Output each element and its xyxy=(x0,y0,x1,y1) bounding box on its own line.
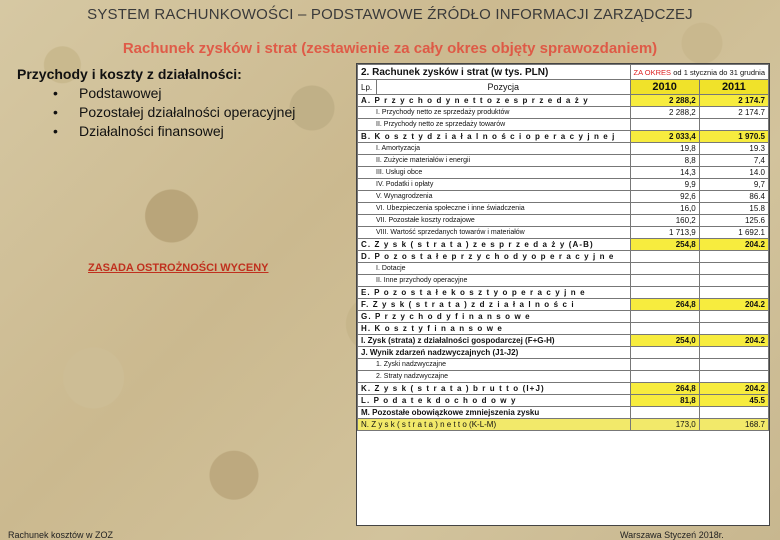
row-label: G. P r z y c h o d y f i n a n s o w e xyxy=(358,311,631,323)
row-value: 7,4 xyxy=(699,155,768,167)
row-label: N. Z y s k ( s t r a t a ) n e t t o (K-L-M) xyxy=(358,419,631,431)
row-value xyxy=(699,263,768,275)
principle-link[interactable]: ZASADA OSTROŻNOŚCI WYCENY xyxy=(88,262,269,274)
row-label: D. P o z o s t a ł e p r z y c h o d y o p e r a c y j n e xyxy=(358,251,631,263)
table-row xyxy=(358,239,769,251)
row-value: 15.8 xyxy=(699,203,768,215)
row-value xyxy=(630,371,699,383)
table-row xyxy=(358,251,769,263)
row-value: 125.6 xyxy=(699,215,768,227)
table-row xyxy=(358,359,769,371)
bullet-icon: • xyxy=(53,85,58,101)
row-value: 1 970.5 xyxy=(699,131,768,143)
row-value: 81,8 xyxy=(630,395,699,407)
slide-title: SYSTEM RACHUNKOWOŚCI – PODSTAWOWE ŹRÓDŁO INFORMACJI ZARZĄDCZEJ xyxy=(87,6,693,23)
row-value: 254,0 xyxy=(630,335,699,347)
row-value xyxy=(699,251,768,263)
row-value: 204.2 xyxy=(699,239,768,251)
table-row xyxy=(358,107,769,119)
row-value xyxy=(699,119,768,131)
report-title-cell xyxy=(358,65,631,80)
list-item-label: Działalności finansowej xyxy=(79,123,224,139)
row-label: III. Usługi obce xyxy=(358,167,631,179)
row-label: I. Dotacje xyxy=(358,263,631,275)
row-value xyxy=(630,347,699,359)
row-label: J. Wynik zdarzeń nadzwyczajnych (J1-J2) xyxy=(358,347,631,359)
row-value: 2 033,4 xyxy=(630,131,699,143)
table-row xyxy=(358,263,769,275)
row-label: I. Przychody netto ze sprzedaży produktów xyxy=(358,107,631,119)
row-label: I. Zysk (strata) z działalności gospodarczej (F+G-H) xyxy=(358,335,631,347)
row-value xyxy=(630,263,699,275)
row-value: 1 713,9 xyxy=(630,227,699,239)
table-row xyxy=(358,155,769,167)
row-value: 168.7 xyxy=(699,419,768,431)
table-row xyxy=(358,167,769,179)
row-value: 1 692.1 xyxy=(699,227,768,239)
header-year-2010: 2010 xyxy=(630,80,699,95)
table-row xyxy=(358,383,769,395)
row-value: 264,8 xyxy=(630,383,699,395)
left-text-block xyxy=(17,66,295,141)
row-label: E. P o z o s t a ł e k o s z t y o p e r a c y j n e xyxy=(358,287,631,299)
row-label: II. Przychody netto ze sprzedaży towarów xyxy=(358,119,631,131)
row-value xyxy=(630,119,699,131)
row-label: I. Amortyzacja xyxy=(358,143,631,155)
row-label: II. Zużycie materiałów i energii xyxy=(358,155,631,167)
list-item xyxy=(53,103,295,122)
period-label: ZA OKRES xyxy=(633,67,672,77)
row-value xyxy=(630,323,699,335)
table-row xyxy=(358,179,769,191)
row-value xyxy=(630,311,699,323)
row-label: IV. Podatki i opłaty xyxy=(358,179,631,191)
row-label: F. Z y s k ( s t r a t a ) z d z i a ł a l n o ś c i xyxy=(358,299,631,311)
bullet-icon: • xyxy=(53,104,58,120)
table-row xyxy=(358,143,769,155)
row-value: 2 174.7 xyxy=(699,95,768,107)
list-item-label: Pozostałej działalności operacyjnej xyxy=(79,104,296,120)
table-row xyxy=(358,95,769,107)
row-value: 45.5 xyxy=(699,395,768,407)
row-label: K. Z y s k ( s t r a t a ) b r u t t o (I+J) xyxy=(358,383,631,395)
row-label: 2. Straty nadzwyczajne xyxy=(358,371,631,383)
row-value: 8,8 xyxy=(630,155,699,167)
row-value xyxy=(630,407,699,419)
list-item-label: Podstawowej xyxy=(79,85,162,101)
row-value: 204.2 xyxy=(699,383,768,395)
table-row xyxy=(358,299,769,311)
row-value: 19,8 xyxy=(630,143,699,155)
row-label: B. K o s z t y d z i a ł a l n o ś c i o p e r a c y j n e j xyxy=(358,131,631,143)
report-title: 2. Rachunek zysków i strat (w tys. PLN) xyxy=(361,66,549,78)
table-row xyxy=(358,311,769,323)
row-label: V. Wynagrodzenia xyxy=(358,191,631,203)
table-row xyxy=(358,287,769,299)
table-row xyxy=(358,275,769,287)
table-row xyxy=(358,119,769,131)
row-value xyxy=(699,347,768,359)
table-row xyxy=(358,371,769,383)
bullet-icon: • xyxy=(53,123,58,139)
row-value: 19.3 xyxy=(699,143,768,155)
row-value xyxy=(630,251,699,263)
row-label: L. P o d a t e k d o c h o d o w y xyxy=(358,395,631,407)
row-value xyxy=(699,371,768,383)
table-row xyxy=(358,227,769,239)
row-value: 204.2 xyxy=(699,299,768,311)
row-value xyxy=(699,407,768,419)
row-label: C. Z y s k ( s t r a t a ) z e s p r z e d a ż y (A-B) xyxy=(358,239,631,251)
row-value xyxy=(699,311,768,323)
row-label: M. Pozostałe obowiązkowe zmniejszenia zysku xyxy=(358,407,631,419)
header-year-2011: 2011 xyxy=(699,80,768,95)
row-label: VII. Pozostałe koszty rodzajowe xyxy=(358,215,631,227)
table-row xyxy=(358,347,769,359)
left-list xyxy=(17,84,295,141)
header-lp: Lp. xyxy=(358,80,377,95)
row-value xyxy=(699,287,768,299)
row-value: 14.0 xyxy=(699,167,768,179)
row-value: 2 174.7 xyxy=(699,107,768,119)
table-row xyxy=(358,131,769,143)
footer-left: Rachunek kosztów w ZOZ xyxy=(8,530,114,540)
row-value: 86.4 xyxy=(699,191,768,203)
row-value xyxy=(699,323,768,335)
left-heading: Przychody i koszty z działalności: xyxy=(17,66,242,82)
report-period-cell xyxy=(630,65,768,80)
row-value: 2 288,2 xyxy=(630,95,699,107)
row-label: VI. Ubezpieczenia społeczne i inne świadczenia xyxy=(358,203,631,215)
slide-subtitle: Rachunek zysków i strat (zestawienie za cały okres objęty sprawozdaniem) xyxy=(122,40,658,57)
row-value: 204.2 xyxy=(699,335,768,347)
row-label: A. P r z y c h o d y n e t t o z e s p r z e d a ż y xyxy=(358,95,631,107)
header-pozycja: Pozycja xyxy=(377,80,631,95)
row-value: 264,8 xyxy=(630,299,699,311)
row-value: 2 288,2 xyxy=(630,107,699,119)
row-value xyxy=(699,359,768,371)
row-value: 16,0 xyxy=(630,203,699,215)
list-item xyxy=(53,122,295,141)
row-value xyxy=(630,287,699,299)
list-item xyxy=(53,84,295,103)
footer-right: Warszawa Styczeń 2018r. xyxy=(620,530,724,540)
table-row xyxy=(358,215,769,227)
row-value xyxy=(630,359,699,371)
table-row xyxy=(358,335,769,347)
table-row xyxy=(358,395,769,407)
table-row xyxy=(358,323,769,335)
row-value: 160,2 xyxy=(630,215,699,227)
income-statement-table xyxy=(356,63,770,526)
row-value: 9,9 xyxy=(630,179,699,191)
row-value xyxy=(699,275,768,287)
table-row xyxy=(358,407,769,419)
row-value: 173,0 xyxy=(630,419,699,431)
row-value: 254,8 xyxy=(630,239,699,251)
row-value: 14,3 xyxy=(630,167,699,179)
row-value xyxy=(630,275,699,287)
row-label: VIII. Wartość sprzedanych towarów i materiałów xyxy=(358,227,631,239)
row-label: II. Inne przychody operacyjne xyxy=(358,275,631,287)
table-row xyxy=(358,203,769,215)
row-value: 9,7 xyxy=(699,179,768,191)
row-label: H. K o s z t y f i n a n s o w e xyxy=(358,323,631,335)
table-row xyxy=(358,191,769,203)
row-label: 1. Zyski nadzwyczajne xyxy=(358,359,631,371)
row-value: 92,6 xyxy=(630,191,699,203)
table-row xyxy=(358,419,769,431)
period-text: od 1 stycznia do 31 grudnia xyxy=(673,67,765,77)
